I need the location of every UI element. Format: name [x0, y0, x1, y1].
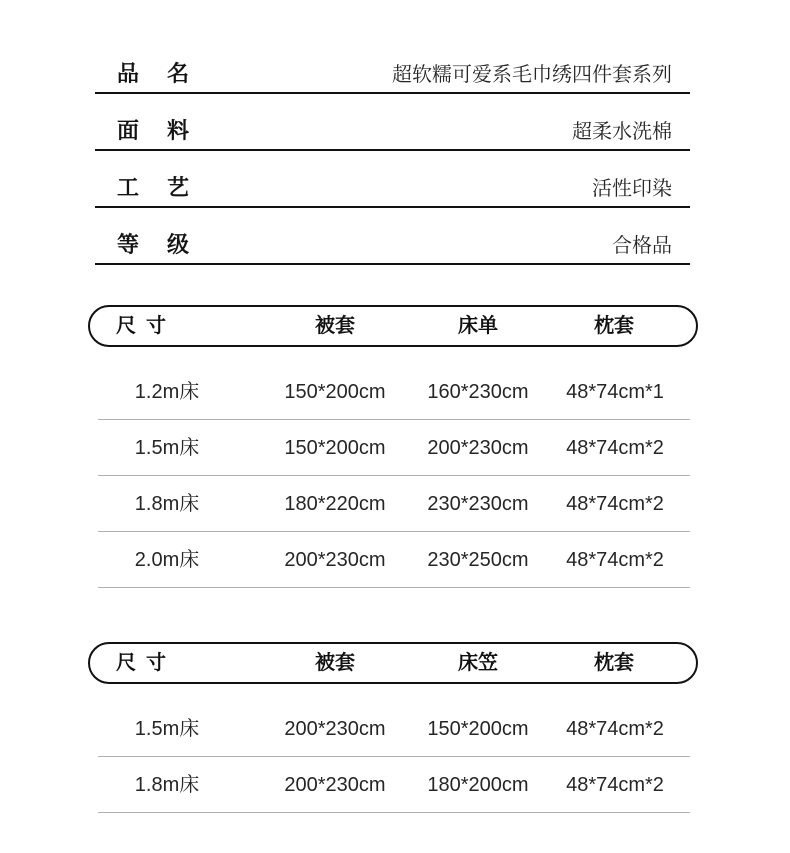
spec-row-craft [95, 151, 690, 208]
size-table-header [88, 305, 698, 347]
cell-bed-size: 2.0m床 [134, 549, 200, 571]
size-table-header [88, 642, 698, 684]
spec-value: 超软糯可爱系毛巾绣四件套系列 [392, 64, 672, 86]
cell-duvet-cover: 150*200cm [284, 381, 386, 403]
cell-pillowcase: 48*74cm*2 [566, 437, 664, 459]
cell-pillowcase: 48*74cm*2 [566, 549, 664, 571]
spec-value: 合格品 [612, 235, 672, 257]
spec-row-grade [95, 208, 690, 265]
header-cell-pillowcase: 枕套 [594, 315, 634, 337]
spec-label: 等级 [117, 231, 218, 257]
cell-duvet-cover: 180*220cm [284, 493, 386, 515]
table-row [88, 532, 698, 588]
size-table-flat-sheet [88, 305, 698, 588]
spec-row-product-name [95, 37, 690, 94]
spec-label: 面料 [117, 117, 218, 143]
cell-bed-size: 1.5m床 [134, 718, 200, 740]
table-row [88, 476, 698, 532]
spec-list [95, 0, 690, 265]
spec-row-fabric [95, 94, 690, 151]
header-cell-pillowcase: 枕套 [594, 652, 634, 674]
table-row [88, 701, 698, 757]
table-row [88, 757, 698, 813]
header-cell-size: 尺寸 [116, 315, 176, 337]
header-cell-duvet-cover: 被套 [315, 652, 355, 674]
spec-value: 活性印染 [592, 178, 672, 200]
header-cell-fitted-sheet: 床笠 [458, 652, 498, 674]
spec-label: 工艺 [117, 174, 218, 200]
cell-bed-sheet: 230*250cm [427, 549, 529, 571]
cell-bed-size: 1.2m床 [134, 381, 200, 403]
cell-fitted-sheet: 150*200cm [427, 718, 529, 740]
table-row [88, 420, 698, 476]
cell-fitted-sheet: 180*200cm [427, 774, 529, 796]
cell-bed-size: 1.5m床 [134, 437, 200, 459]
size-table-body [88, 364, 698, 588]
cell-duvet-cover: 200*230cm [284, 549, 386, 571]
cell-bed-sheet: 230*230cm [427, 493, 529, 515]
cell-duvet-cover: 200*230cm [284, 774, 386, 796]
spec-label: 品名 [117, 60, 218, 86]
cell-bed-size: 1.8m床 [134, 493, 200, 515]
table-row [88, 364, 698, 420]
cell-pillowcase: 48*74cm*2 [566, 774, 664, 796]
cell-pillowcase: 48*74cm*2 [566, 493, 664, 515]
cell-pillowcase: 48*74cm*1 [566, 381, 664, 403]
cell-bed-sheet: 160*230cm [427, 381, 529, 403]
spec-value: 超柔水洗棉 [572, 121, 672, 143]
cell-bed-sheet: 200*230cm [427, 437, 529, 459]
size-table-fitted-sheet [88, 642, 698, 813]
header-cell-size: 尺寸 [116, 652, 176, 674]
cell-bed-size: 1.8m床 [134, 774, 200, 796]
cell-pillowcase: 48*74cm*2 [566, 718, 664, 740]
header-cell-bed-sheet: 床单 [458, 315, 498, 337]
size-table-body [88, 701, 698, 813]
header-cell-duvet-cover: 被套 [315, 315, 355, 337]
cell-duvet-cover: 150*200cm [284, 437, 386, 459]
cell-duvet-cover: 200*230cm [284, 718, 386, 740]
